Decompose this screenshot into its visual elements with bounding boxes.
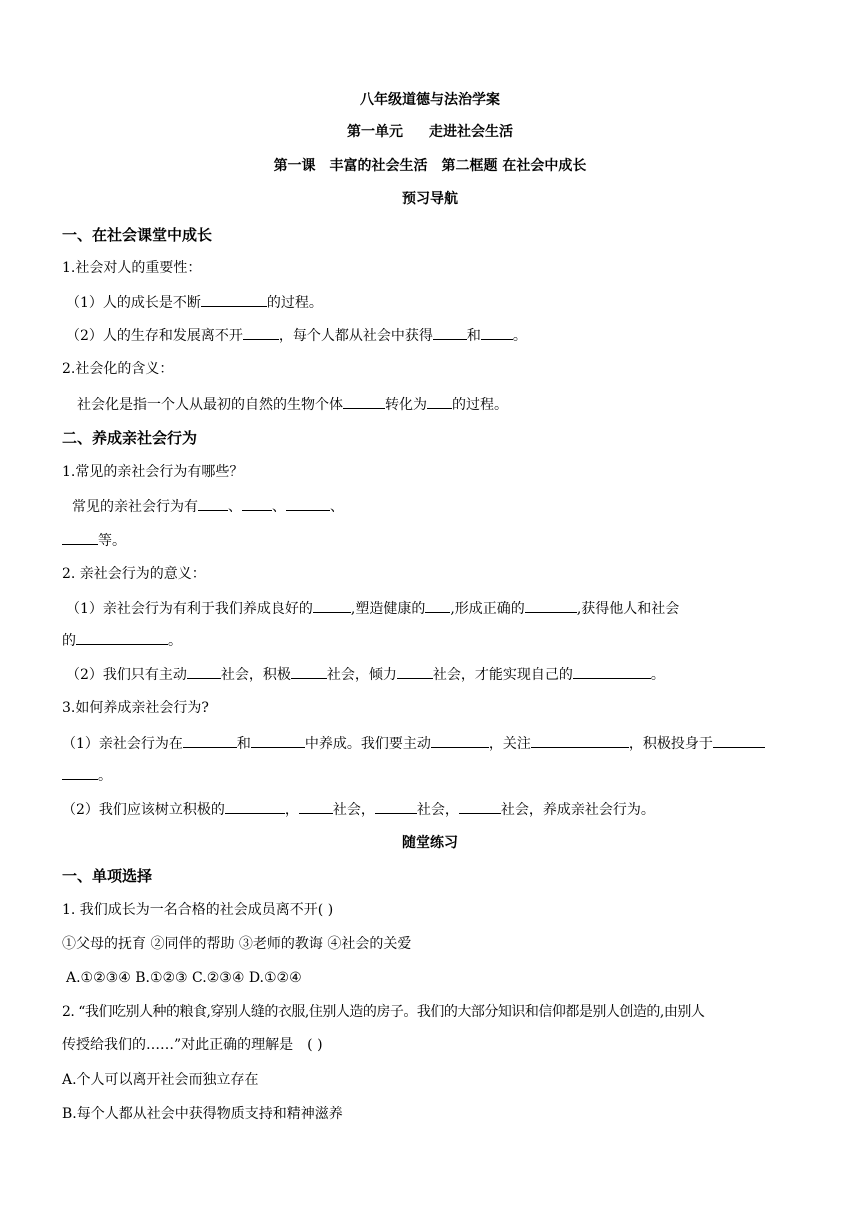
practice-part-one-heading: 一、单项选择 <box>62 867 153 885</box>
fill-blank[interactable] <box>573 664 651 679</box>
fill-blank[interactable] <box>62 765 98 780</box>
fill-blank[interactable] <box>433 325 467 340</box>
unit-name: 走进社会生活 <box>429 124 513 140</box>
practice-question-2-option-b[interactable]: B.每个人都从社会中获得物质支持和精神滋养 <box>62 1106 343 1122</box>
unit-heading <box>0 122 860 142</box>
fill-blank[interactable] <box>343 394 385 409</box>
fill-blank[interactable] <box>531 733 629 748</box>
section-preview-heading: 预习导航 <box>402 191 458 207</box>
question-1: 1.社会对人的重要性： <box>62 260 202 276</box>
fill-blank[interactable] <box>713 733 765 748</box>
fill-blank[interactable] <box>481 325 513 340</box>
practice-question-2-line1: 2. “我们吃别人种的粮食,穿别人缝的衣服,住别人造的房子。我们的大部分知识和信仰都是别人创造的,由别人 <box>62 1004 705 1020</box>
fill-blank[interactable] <box>291 664 327 679</box>
question-4-1-cont: 的 。 <box>62 630 182 651</box>
fill-blank[interactable] <box>313 598 351 613</box>
fill-blank[interactable] <box>459 799 501 814</box>
fill-blank[interactable] <box>375 799 417 814</box>
practice-question-2-option-a[interactable]: A.个人可以离开社会而独立存在 <box>62 1072 259 1088</box>
fill-blank[interactable] <box>242 496 272 511</box>
preview-part-two-heading: 二、养成亲社会行为 <box>62 429 198 447</box>
practice-question-1-items: ①父母的抚育 ②同伴的帮助 ③老师的教诲 ④社会的关爱 <box>62 936 412 952</box>
question-2-body: 社会化是指一个人从最初的自然的生物个体 转化为 的过程。 <box>77 394 508 415</box>
fill-blank[interactable] <box>62 530 98 545</box>
fill-blank[interactable] <box>198 496 228 511</box>
fill-blank[interactable] <box>76 630 168 645</box>
question-3: 1.常见的亲社会行为有哪些？ <box>62 464 244 480</box>
fill-blank[interactable] <box>187 664 221 679</box>
fill-blank[interactable] <box>397 664 433 679</box>
fill-blank[interactable] <box>286 496 330 511</box>
fill-blank[interactable] <box>201 292 267 307</box>
question-5-1: （1）亲社会行为在 和 中养成。我们要主动 ，关注 ，积极投身于 <box>62 733 765 754</box>
question-5-1-cont: 。 <box>62 765 112 786</box>
question-4-2: （2）我们只有主动 社会，积极 社会，倾力 社会，才能实现自己的 。 <box>66 664 665 685</box>
fill-blank[interactable] <box>225 799 285 814</box>
question-4: 2. 亲社会行为的意义： <box>62 566 206 582</box>
question-3-body-cont: 等。 <box>62 530 126 551</box>
question-1-2: （2）人的生存和发展离不开 ，每个人都从社会中获得 和 。 <box>66 325 527 346</box>
fill-blank[interactable] <box>425 598 450 613</box>
practice-question-2-line2: 传授给我们的……”对此正确的理解是 ( ) <box>62 1037 323 1053</box>
fill-blank[interactable] <box>243 325 279 340</box>
question-5: 3.如何养成亲社会行为? <box>62 700 209 716</box>
practice-question-1-choices: A.①②③④ B.①②③ C.②③④ D.①②④ <box>66 970 302 986</box>
lesson-heading: 第一课 丰富的社会生活 第二框题 在社会中成长 <box>273 158 587 174</box>
question-5-2: （2）我们应该树立积极的 ， 社会， 社会， 社会，养成亲社会行为。 <box>62 799 655 820</box>
fill-blank[interactable] <box>431 733 489 748</box>
document-title: 八年级道德与法治学案 <box>360 92 500 108</box>
fill-blank[interactable] <box>525 598 577 613</box>
section-practice-heading: 随堂练习 <box>402 835 458 851</box>
practice-question-1: 1. 我们成长为一名合格的社会成员离不开( ) <box>62 902 334 918</box>
preview-part-one-heading: 一、在社会课堂中成长 <box>62 226 213 244</box>
question-4-1: （1）亲社会行为有利于我们养成良好的 ,塑造健康的 ,形成正确的 ,获得他人和社会 <box>66 598 679 619</box>
fill-blank[interactable] <box>251 733 305 748</box>
question-1-1: （1）人的成长是不断 的过程。 <box>66 292 323 313</box>
question-2: 2.社会化的含义： <box>62 361 174 377</box>
fill-blank[interactable] <box>427 394 452 409</box>
fill-blank[interactable] <box>183 733 237 748</box>
fill-blank[interactable] <box>299 799 333 814</box>
unit-label: 第一单元 <box>347 124 403 140</box>
question-3-body: 常见的亲社会行为有 、 、 、 <box>72 496 344 517</box>
